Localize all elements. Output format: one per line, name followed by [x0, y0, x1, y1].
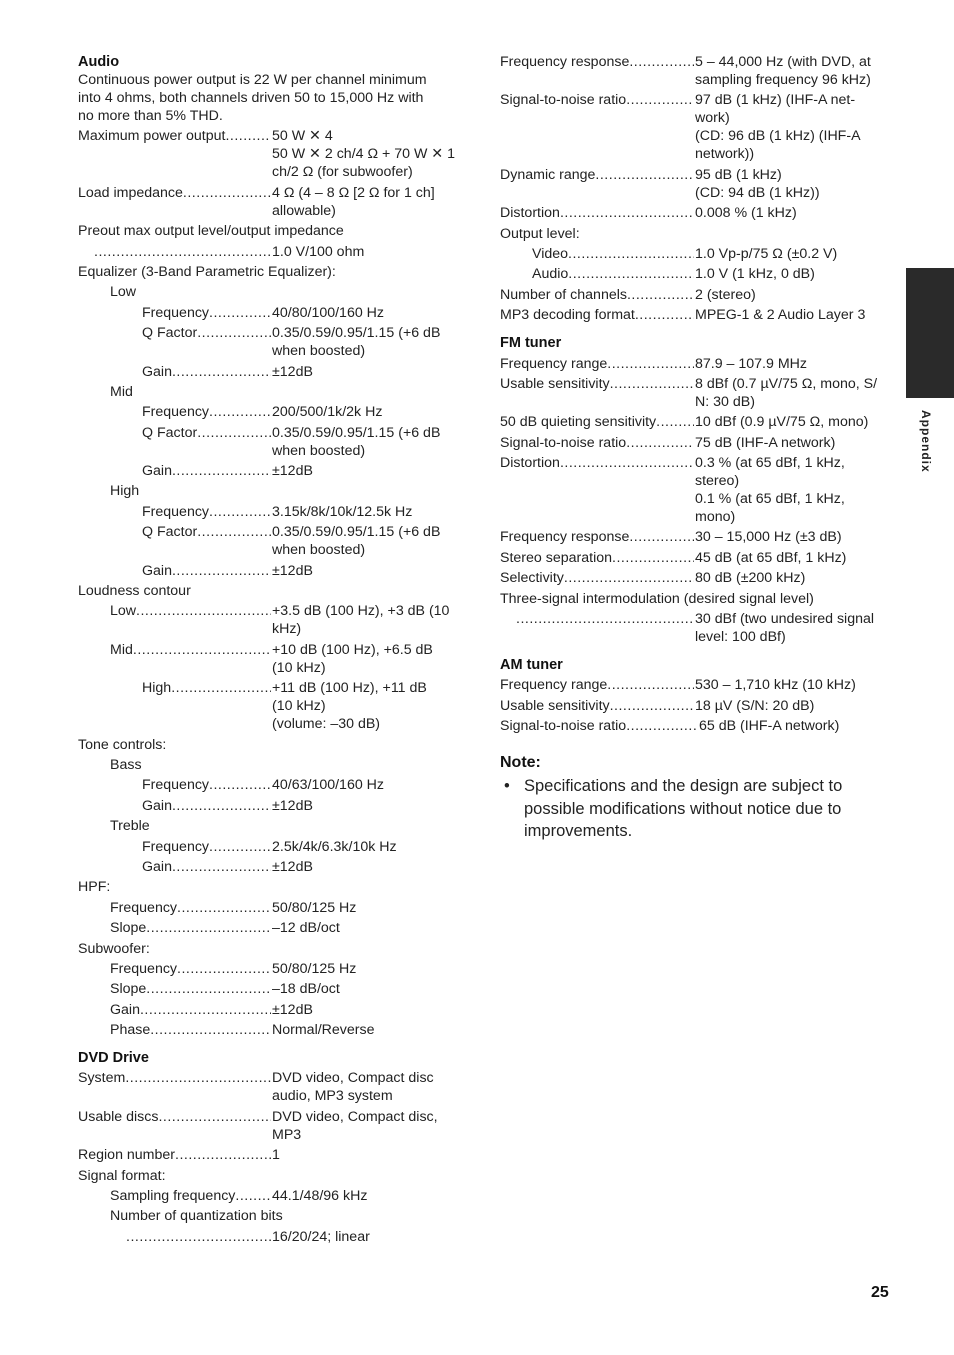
spec-value: 0.35/0.59/0.95/1.15 (+6 dB when boosted): [272, 325, 441, 360]
spec-row-eq-q-factor: Q Factor ..... 0.35/0.59/0.95/1.15 (+6 dB when boosted): [78, 324, 470, 360]
spec-value: +11 dB (100 Hz), +11 dB (10 kHz) (volume: –30 dB): [272, 680, 427, 733]
spec-value: +3.5 dB (100 Hz), +3 dB (10 kHz): [272, 603, 450, 638]
bullet-icon: •: [504, 777, 510, 796]
spec-row-max-power: [78, 127, 470, 181]
spec-value: 65 dB (IHF-A network): [699, 718, 840, 735]
spec-label: Maximum power output: [78, 128, 226, 145]
spec-value: DVD video, Compact disc audio, MP3 system: [272, 1070, 434, 1105]
spec-row-eq-frequency: Frequency ..... 40/80/100/160 Hz: [78, 304, 470, 322]
audio-intro: [78, 71, 470, 125]
spec-value: 50/80/125 Hz: [272, 960, 357, 977]
treble-label: Treble: [110, 818, 150, 835]
spec-value: ±12dB: [272, 1001, 313, 1018]
spec-row-sub-frequency: Frequency ..... 50/80/125 Hz: [78, 960, 470, 978]
eq-band-name: Low: [110, 284, 137, 301]
spec-value: 2 (stereo): [695, 286, 756, 303]
spec-row-loudness-low: Low ..... +3.5 dB (100 Hz), +3 dB (10 kHz): [78, 602, 470, 638]
spec-row-region: Region number ..... 1: [78, 1146, 470, 1164]
spec-value: Normal/Reverse: [272, 1022, 375, 1039]
spec-row-am-snr: Signal-to-noise ratio ..... 65 dB (IHF-A network): [500, 717, 895, 735]
spec-value: 0.35/0.59/0.95/1.15 (+6 dB when boosted): [272, 524, 441, 559]
spec-row-fm-stereo-separation: Stereo separation ..... 45 dB (at 65 dBf, 1 kHz): [500, 549, 895, 567]
spec-value: 1.0 V (1 kHz, 0 dB): [695, 266, 815, 283]
signal-format-label: Signal format:: [78, 1167, 166, 1184]
spec-value: 1.0 V/100 ohm: [272, 243, 365, 260]
spec-row-three-signal: [500, 610, 895, 646]
spec-value: 30 – 15,000 Hz (±3 dB): [695, 529, 842, 546]
spec-value: +10 dB (100 Hz), +6.5 dB (10 kHz): [272, 641, 433, 676]
spec-value: 40/80/100/160 Hz: [272, 304, 385, 321]
spec-row-preout: [78, 243, 470, 261]
note-item: [500, 775, 895, 843]
spec-value: 50/80/125 Hz: [272, 899, 357, 916]
spec-row-am-range: Frequency range ..... 530 – 1,710 kHz (10 kHz): [500, 676, 895, 694]
spec-row-mp3: MP3 decoding format ..... MPEG-1 & 2 Audio Layer 3: [500, 306, 895, 324]
spec-row-hpf-frequency: Frequency ..... 50/80/125 Hz: [78, 899, 470, 917]
spec-value: –18 dB/oct: [272, 981, 340, 998]
spec-value: ±12dB: [272, 797, 313, 814]
spec-row-fm-selectivity: Selectivity ..... 80 dB (±200 kHz): [500, 569, 895, 587]
spec-value: –12 dB/oct: [272, 920, 340, 937]
am-tuner-heading: AM tuner: [500, 657, 563, 674]
spec-row-fm-range: Frequency range ..... 87.9 – 107.9 MHz: [500, 355, 895, 373]
audio-heading: Audio: [78, 54, 120, 70]
spec-value: 200/500/1k/2k Hz: [272, 404, 383, 421]
eq-band-name: High: [110, 483, 140, 500]
spec-value: 10 dBf (0.9 µV/75 Ω, mono): [695, 414, 869, 431]
spec-row-load-impedance: [78, 184, 470, 220]
note-text: Specifications and the design are subject to possible modifications without notice due to improvements.: [524, 777, 843, 841]
spec-value: 18 µV (S/N: 20 dB): [695, 697, 815, 714]
three-signal-label: Three-signal intermodulation (desired signal level): [500, 590, 814, 607]
spec-value: MPEG-1 & 2 Audio Layer 3: [695, 307, 866, 324]
eq-band-name: Mid: [110, 383, 133, 400]
spec-value: 30 dBf (two undesired signal level: 100 dBf): [695, 611, 875, 646]
spec-row-eq-gain: Gain ..... ±12dB: [78, 462, 470, 480]
spec-row-loudness-high: High ..... +11 dB (100 Hz), +11 dB (10 kHz) (volume: –30 dB): [78, 679, 470, 733]
spec-value: 2.5k/4k/6.3k/10k Hz: [272, 838, 397, 855]
spec-value: 16/20/24; linear: [272, 1228, 370, 1245]
equalizer-label: Equalizer (3-Band Parametric Equalizer):: [78, 263, 336, 280]
spec-row-bass-gain: Gain ..... ±12dB: [78, 797, 470, 815]
preout-label: Preout max output level/output impedance: [78, 223, 344, 240]
audio-intro-line: into 4 ohms, both channels driven 50 to 15,000 Hz with: [78, 90, 424, 106]
fm-tuner-heading: FM tuner: [500, 335, 562, 352]
spec-row-fm-quieting: 50 dB quieting sensitivity ..... 10 dBf (0.9 µV/75 Ω, mono): [500, 413, 895, 431]
spec-value: 4 Ω (4 – 8 Ω [2 Ω for 1 ch] allowable): [272, 184, 435, 219]
spec-row-eq-frequency: Frequency ..... 3.15k/8k/10k/12.5k Hz: [78, 503, 470, 521]
spec-row-distortion: Distortion ..... 0.008 % (1 kHz): [500, 204, 895, 222]
spec-value: 75 dB (IHF-A network): [695, 434, 836, 451]
spec-value: 8 dBf (0.7 µV/75 Ω, mono, S/ N: 30 dB): [695, 375, 878, 410]
spec-row-snr: Signal-to-noise ratio ..... 97 dB (1 kHz) (IHF-A net- work) (CD: 96 dB (1 kHz) (IHF-A network)): [500, 91, 895, 163]
spec-row-bass-frequency: Frequency ..... 40/63/100/160 Hz: [78, 776, 470, 794]
spec-row-video: Video ..... 1.0 Vp-p/75 Ω (±0.2 V): [500, 245, 895, 263]
appendix-side-label: Appendix: [919, 410, 933, 473]
spec-value: 1: [272, 1147, 280, 1164]
spec-row-sub-slope: Slope ..... –18 dB/oct: [78, 980, 470, 998]
spec-value: 0.3 % (at 65 dBf, 1 kHz, stereo) 0.1 % (at 65 dBf, 1 kHz, mono): [695, 455, 845, 526]
spec-row-audio: Audio ..... 1.0 V (1 kHz, 0 dB): [500, 265, 895, 283]
spec-row-eq-frequency: Frequency ..... 200/500/1k/2k Hz: [78, 403, 470, 421]
spec-value: 95 dB (1 kHz) (CD: 94 dB (1 kHz)): [695, 166, 820, 201]
tone-controls-label: Tone controls:: [78, 736, 167, 753]
spec-row-fm-snr: Signal-to-noise ratio ..... 75 dB (IHF-A network): [500, 434, 895, 452]
spec-value: ±12dB: [272, 858, 313, 875]
note-heading: Note:: [500, 754, 541, 772]
spec-row-hpf-slope: Slope ..... –12 dB/oct: [78, 919, 470, 937]
spec-row-eq-q-factor: Q Factor ..... 0.35/0.59/0.95/1.15 (+6 dB when boosted): [78, 523, 470, 559]
spec-value: 44.1/48/96 kHz: [272, 1188, 368, 1205]
spec-row-eq-q-factor: Q Factor ..... 0.35/0.59/0.95/1.15 (+6 dB when boosted): [78, 424, 470, 460]
bass-label: Bass: [110, 756, 142, 773]
spec-row-sub-phase: Phase ..... Normal/Reverse: [78, 1021, 470, 1039]
spec-row-usable-discs: Usable discs ..... DVD video, Compact disc, MP3: [78, 1108, 470, 1144]
spec-row-system: System ..... DVD video, Compact disc audio, MP3 system: [78, 1069, 470, 1105]
spec-value: 40/63/100/160 Hz: [272, 777, 385, 794]
spec-row-sub-gain: Gain ..... ±12dB: [78, 1001, 470, 1019]
spec-value: 87.9 – 107.9 MHz: [695, 355, 807, 372]
spec-value: 1.0 Vp-p/75 Ω (±0.2 V): [695, 245, 838, 262]
spec-value: 0.008 % (1 kHz): [695, 205, 797, 222]
output-level-label: Output level:: [500, 225, 580, 242]
quantization-label: Number of quantization bits: [110, 1208, 283, 1225]
spec-row-treble-gain: Gain ..... ±12dB: [78, 858, 470, 876]
spec-row-channels: Number of channels ..... 2 (stereo): [500, 286, 895, 304]
spec-row-fm-sensitivity: Usable sensitivity ..... 8 dBf (0.7 µV/75 Ω, mono, S/ N: 30 dB): [500, 375, 895, 411]
spec-value: 3.15k/8k/10k/12.5k Hz: [272, 503, 413, 520]
spec-value: ±12dB: [272, 463, 313, 480]
spec-row-sampling-frequency: Sampling frequency ..... 44.1/48/96 kHz: [78, 1187, 470, 1205]
hpf-label: HPF:: [78, 879, 111, 896]
spec-value: 0.35/0.59/0.95/1.15 (+6 dB when boosted): [272, 424, 441, 459]
subwoofer-label: Subwoofer:: [78, 940, 150, 957]
spec-value: ±12dB: [272, 363, 313, 380]
spec-value: 50 W ✕ 4 50 W ✕ 2 ch/4 Ω + 70 W ✕ 1 ch/2 Ω (for subwoofer): [272, 128, 456, 181]
spec-value: 530 – 1,710 kHz (10 kHz): [695, 677, 856, 694]
right-column: [500, 53, 895, 843]
spec-row-eq-gain: Gain ..... ±12dB: [78, 562, 470, 580]
spec-row-am-sensitivity: Usable sensitivity ..... 18 µV (S/N: 20 dB): [500, 697, 895, 715]
spec-row-loudness-mid: Mid ..... +10 dB (100 Hz), +6.5 dB (10 kHz): [78, 641, 470, 677]
spec-row-quantization: [78, 1228, 470, 1246]
spec-row-fm-distortion: Distortion ..... 0.3 % (at 65 dBf, 1 kHz, stereo) 0.1 % (at 65 dBf, 1 kHz, mono): [500, 454, 895, 526]
spec-row-treble-frequency: Frequency ..... 2.5k/4k/6.3k/10k Hz: [78, 838, 470, 856]
spec-value: 45 dB (at 65 dBf, 1 kHz): [695, 549, 847, 566]
spec-value: 5 – 44,000 Hz (with DVD, at sampling frequency 96 kHz): [695, 54, 871, 88]
loudness-label: Loudness contour: [78, 583, 191, 600]
spec-row-frequency-response: Frequency response ..... 5 – 44,000 Hz (with DVD, at sampling frequency 96 kHz): [500, 53, 895, 89]
spec-value: ±12dB: [272, 562, 313, 579]
audio-intro-line: no more than 5% THD.: [78, 108, 223, 124]
appendix-side-tab: [906, 268, 954, 398]
spec-value: DVD video, Compact disc, MP3: [272, 1108, 438, 1143]
spec-label: Load impedance: [78, 184, 183, 201]
spec-value: 97 dB (1 kHz) (IHF-A net- work) (CD: 96 dB (1 kHz) (IHF-A network)): [695, 92, 861, 163]
page-number: 25: [871, 1284, 889, 1301]
dvd-drive-heading: DVD Drive: [78, 1050, 149, 1067]
spec-row-eq-gain: Gain ..... ±12dB: [78, 363, 470, 381]
left-column: [78, 53, 470, 1246]
audio-intro-line: Continuous power output is 22 W per channel minimum: [78, 72, 427, 88]
spec-row-dynamic-range: Dynamic range ..... 95 dB (1 kHz) (CD: 94 dB (1 kHz)): [500, 166, 895, 202]
spec-value: 80 dB (±200 kHz): [695, 570, 806, 587]
spec-row-fm-frequency-response: Frequency response ..... 30 – 15,000 Hz (±3 dB): [500, 528, 895, 546]
